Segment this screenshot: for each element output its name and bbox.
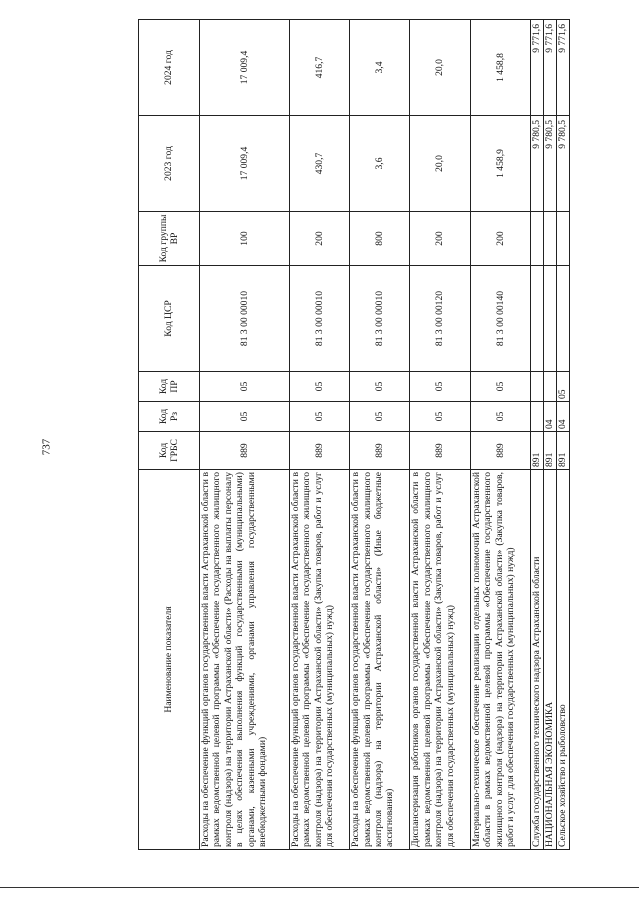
row-2024: 17 009,4 bbox=[200, 20, 290, 116]
row-vr bbox=[531, 212, 544, 266]
table-row bbox=[470, 20, 530, 850]
row-csr bbox=[531, 266, 544, 372]
header-pr: Код ПР bbox=[139, 372, 200, 402]
row-vr bbox=[557, 212, 570, 266]
row-csr: 81 3 00 00120 bbox=[410, 266, 470, 372]
row-rz bbox=[531, 402, 544, 432]
row-name: НАЦИОНАЛЬНАЯ ЭКОНОМИКА bbox=[544, 470, 557, 850]
row-grbs: 889 bbox=[410, 432, 470, 470]
row-grbs: 889 bbox=[470, 432, 530, 470]
row-2023: 3,6 bbox=[350, 116, 410, 212]
row-pr bbox=[544, 372, 557, 402]
row-2024: 3,4 bbox=[350, 20, 410, 116]
row-vr: 200 bbox=[470, 212, 530, 266]
row-vr: 100 bbox=[200, 212, 290, 266]
row-name: Расходы на обеспечение функций органов государственной власти Астраханской области в рамках ведомственной целевой программы «Обеспечение государственного жилищного контроля (надзора) на территории Астраханской области» (Закупка товаров, работ и услуг для обеспечения государственных (муниципальных) нужд) bbox=[289, 470, 349, 850]
row-grbs: 889 bbox=[200, 432, 290, 470]
header-rz: Код Рз bbox=[139, 402, 200, 432]
row-vr: 200 bbox=[289, 212, 349, 266]
row-rz: 05 bbox=[410, 402, 470, 432]
row-rz: 04 bbox=[544, 402, 557, 432]
table-header bbox=[139, 20, 200, 850]
row-2023: 430,7 bbox=[289, 116, 349, 212]
row-vr: 200 bbox=[410, 212, 470, 266]
row-name: Расходы на обеспечение функций органов государственной власти Астраханской области в рамках ведомственной целевой программы «Обеспечение государственного жилищного контроля (надзора) на территории Астраханской области» (Иные бюджетные ассигнования) bbox=[350, 470, 410, 850]
row-2023: 9 780,5 bbox=[544, 116, 557, 212]
row-grbs: 891 bbox=[557, 432, 570, 470]
bottom-rule bbox=[0, 887, 639, 888]
row-grbs: 889 bbox=[350, 432, 410, 470]
row-grbs: 891 bbox=[544, 432, 557, 470]
row-rz: 04 bbox=[557, 402, 570, 432]
budget-table bbox=[138, 19, 570, 850]
row-pr: 05 bbox=[350, 372, 410, 402]
table-body bbox=[200, 20, 570, 850]
row-pr: 05 bbox=[410, 372, 470, 402]
row-2023: 9 780,5 bbox=[531, 116, 544, 212]
header-vr: Код группы ВР bbox=[139, 212, 200, 266]
row-csr bbox=[544, 266, 557, 372]
row-csr: 81 3 00 00140 bbox=[470, 266, 530, 372]
table-row bbox=[289, 20, 349, 850]
row-2023: 1 458,9 bbox=[470, 116, 530, 212]
row-grbs: 891 bbox=[531, 432, 544, 470]
header-grbs: Код ГРБС bbox=[139, 432, 200, 470]
row-2024: 9 771,6 bbox=[544, 20, 557, 116]
row-name: Материально-техническое обеспечение реализации отдельных полномочий Астраханской области в рамках ведомственной целевой программы «Обеспечение государственного жилищного контроля (надзора) на территории Астраханской области» (Закупка товаров, работ и услуг для обеспечения государственных (муниципальных) нужд) bbox=[470, 470, 530, 850]
row-csr: 81 3 00 00010 bbox=[200, 266, 290, 372]
header-2024: 2024 год bbox=[139, 20, 200, 116]
table-row bbox=[544, 20, 557, 850]
row-grbs: 889 bbox=[289, 432, 349, 470]
row-vr bbox=[544, 212, 557, 266]
row-vr: 800 bbox=[350, 212, 410, 266]
page-number: 737 bbox=[40, 438, 53, 456]
table-row bbox=[531, 20, 544, 850]
header-name: Наименование показателя bbox=[139, 470, 200, 850]
row-pr: 05 bbox=[200, 372, 290, 402]
row-rz: 05 bbox=[350, 402, 410, 432]
table-row bbox=[350, 20, 410, 850]
row-2024: 9 771,6 bbox=[557, 20, 570, 116]
row-pr: 05 bbox=[289, 372, 349, 402]
row-rz: 05 bbox=[200, 402, 290, 432]
row-name: Диспансеризация работников органов государственной власти Астраханской области в рамках ведомственной целевой программы «Обеспечение государственного жилищного контроля (надзора) на территории Астраханской области» (Закупка товаров, работ и услуг для обеспечения государственных (муниципальных) нужд) bbox=[410, 470, 470, 850]
row-name: Сельское хозяйство и рыболовство bbox=[557, 470, 570, 850]
table-row bbox=[557, 20, 570, 850]
rotated-table-container bbox=[138, 20, 570, 850]
row-csr: 81 3 00 00010 bbox=[289, 266, 349, 372]
row-name: Служба государственного технического надзора Астраханской области bbox=[531, 470, 544, 850]
row-rz: 05 bbox=[289, 402, 349, 432]
row-2024: 416,7 bbox=[289, 20, 349, 116]
row-pr: 05 bbox=[470, 372, 530, 402]
header-2023: 2023 год bbox=[139, 116, 200, 212]
row-csr: 81 3 00 00010 bbox=[350, 266, 410, 372]
table-row bbox=[200, 20, 290, 850]
row-2023: 9 780,5 bbox=[557, 116, 570, 212]
row-2024: 1 458,8 bbox=[470, 20, 530, 116]
row-2023: 20,0 bbox=[410, 116, 470, 212]
row-2024: 9 771,6 bbox=[531, 20, 544, 116]
row-csr bbox=[557, 266, 570, 372]
row-pr bbox=[531, 372, 544, 402]
row-rz: 05 bbox=[470, 402, 530, 432]
row-2023: 17 009,4 bbox=[200, 116, 290, 212]
header-csr: Код ЦСР bbox=[139, 266, 200, 372]
row-2024: 20,0 bbox=[410, 20, 470, 116]
table-row bbox=[410, 20, 470, 850]
row-name: Расходы на обеспечение функций органов государственной власти Астраханской области в рамках ведомственной целевой программы «Обеспечение государственного жилищного контроля (надзора) на территории Астраханской области» (Расходы на выплаты персоналу в целях обеспечения выполнения функций государственными (муниципальными) органами, казенными учреждениями, органами управления государственными внебюджетными фондами) bbox=[200, 470, 290, 850]
row-pr: 05 bbox=[557, 372, 570, 402]
